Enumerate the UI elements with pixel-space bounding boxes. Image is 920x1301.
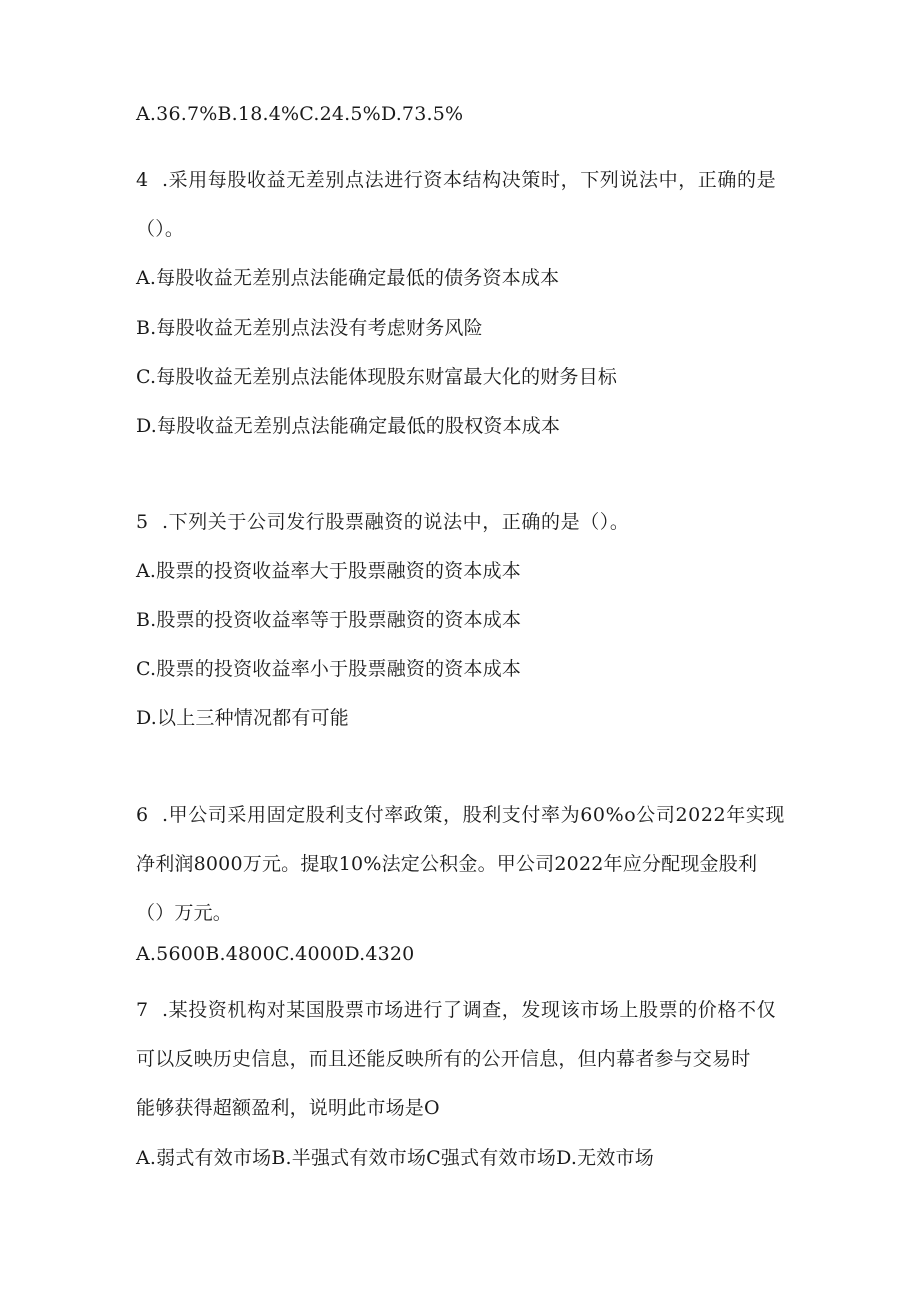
q4-option-c: C.每股收益无差别点法能体现股东财富最大化的财务目标 [136,366,618,388]
q3-options: A.36.7%B.18.4%C.24.5%D.73.5% [136,103,464,125]
q4-option-a: A.每股收益无差别点法能确定最低的债务资本成本 [136,267,560,289]
q5-option-a: A.股票的投资收益率大于股票融资的资本成本 [136,560,521,582]
q4-stem-line-2: （）。 [136,218,185,240]
q4-option-d: D.每股收益无差别点法能确定最低的股权资本成本 [136,415,561,437]
q7-options: A.弱式有效市场B.半强式有效市场C强式有效市场D.无效市场 [136,1147,654,1169]
q6-options: A.5600B.4800C.4000D.4320 [136,943,415,965]
q7-stem-line-2: 可以反映历史信息，而且还能反映所有的公开信息，但内幕者参与交易时 [136,1048,751,1070]
q6-stem-line-3: （）万元。 [136,902,233,924]
q7-stem-line-1: 7 .某投资机构对某国股票市场进行了调查，发现该市场上股票的价格不仅 [136,999,777,1021]
q5-option-b: B.股票的投资收益率等于股票融资的资本成本 [136,609,522,631]
q5-option-c: C.股票的投资收益率小于股票融资的资本成本 [136,658,522,680]
q5-option-d: D.以上三种情况都有可能 [136,707,349,729]
q6-stem-line-2: 净利润8000万元。提取10%法定公积金。甲公司2022年应分配现金股利 [136,853,758,875]
q4-option-b: B.每股收益无差别点法没有考虑财务风险 [136,317,483,339]
q6-stem-line-1: 6 .甲公司采用固定股利支付率政策，股利支付率为60%o公司2022年实现 [136,804,786,826]
q4-stem-line-1: 4 .采用每股收益无差别点法进行资本结构决策时，下列说法中，正确的是 [136,169,777,191]
q7-stem-line-3: 能够获得超额盈利，说明此市场是O [136,1097,440,1119]
q5-stem-line-1: 5 .下列关于公司发行股票融资的说法中，正确的是（）。 [136,511,630,533]
